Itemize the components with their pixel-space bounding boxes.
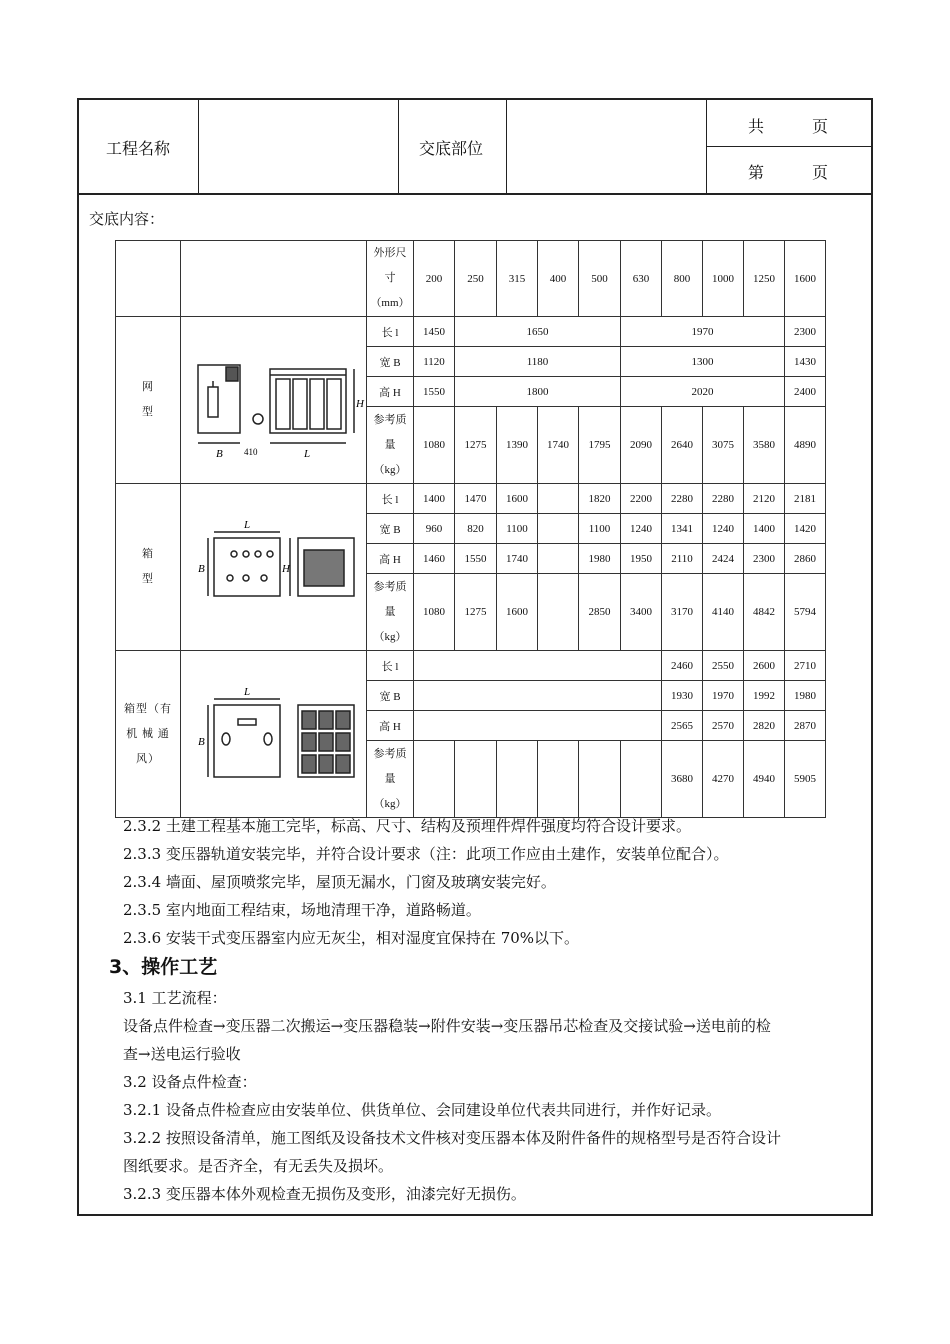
dimension-value: 2710 [785,651,826,681]
mass-value: 1275 [455,407,497,484]
mass-value: 3170 [662,574,703,651]
dimension-value: 2550 [703,651,744,681]
handover-part-label: 交底部位 [419,139,484,158]
header-table [79,100,871,195]
net-type-transformer-figure [186,335,362,465]
dimension-value: 1430 [785,347,826,377]
dimension-value: 1970 [703,681,744,711]
dimension-value: 2870 [785,711,826,741]
dimension-value [414,651,662,681]
dimension-value: 1341 [662,514,703,544]
dimension-value: 1992 [744,681,785,711]
dimension-value [538,484,579,514]
dimension-label: 高 H [367,711,414,741]
mass-value [414,741,455,818]
capacity-header: 200 [414,241,455,317]
dimension-value: 1450 [414,317,455,347]
mass-value: 4890 [785,407,826,484]
dimension-value: 1800 [455,377,621,407]
paragraph: 2.3.4 墙面、屋顶喷浆完毕，屋顶无漏水，门窗及玻璃安装完好。 [123,873,556,891]
dimension-label: 宽 B [367,681,414,711]
content-label: 交底内容： [89,210,165,228]
dimension-value: 2280 [662,484,703,514]
dimension-value: 2570 [703,711,744,741]
figure-label-410: 410 [243,447,257,457]
paragraph: 2.3.5 室内地面工程结束，场地清理干净，道路畅道。 [123,901,481,919]
dimension-value: 1550 [414,377,455,407]
dimension-value: 2300 [744,544,785,574]
dimension-value: 1470 [455,484,497,514]
mass-value: 5905 [785,741,826,818]
mass-value: 4940 [744,741,785,818]
mass-value: 4270 [703,741,744,818]
mass-value: 1080 [414,574,455,651]
dimension-value: 2200 [621,484,662,514]
mass-value [538,574,579,651]
dimension-value: 1120 [414,347,455,377]
dimension-value: 1100 [579,514,621,544]
mass-value: 3075 [703,407,744,484]
dimension-value: 1930 [662,681,703,711]
mass-label-line: 参考质 [373,747,407,760]
page-number-label: 第 页 [748,163,829,182]
mass-value: 1275 [455,574,497,651]
table-row [116,241,826,317]
figure-label-h: H [355,398,364,410]
dimension-value: 2400 [785,377,826,407]
mass-label-line: 参考质 [373,580,407,593]
dimension-value: 2020 [621,377,785,407]
dimension-value: 1460 [414,544,455,574]
document-frame [77,98,873,1216]
table-row [116,651,826,681]
table-row [116,484,826,514]
section-title: 3、操作工艺 [109,956,218,978]
dimension-value: 2280 [703,484,744,514]
dimension-label: 宽 B [367,347,414,377]
figure-label-l: L [303,448,310,460]
paragraph: 2.3.2 土建工程基本施工完毕，标高、尺寸、结构及预埋件焊件强度均符合设计要求。 [123,817,691,835]
mass-value: 2090 [621,407,662,484]
mass-label-line: 量 [384,605,396,618]
dimension-value: 1980 [579,544,621,574]
dimension-value: 1100 [497,514,538,544]
paragraph: 2.3.6 安装干式变压器室内应无灰尘，相对湿度宜保持在 70%以下。 [123,929,580,947]
mass-value: 3400 [621,574,662,651]
dimension-value: 2120 [744,484,785,514]
dimension-value: 2110 [662,544,703,574]
dimension-value: 1240 [621,514,662,544]
dimension-value [538,544,579,574]
paragraph: 3.2.2 按照设备清单，施工图纸及设备技术文件核对变压器本体及附件备件的规格型号是否符合设计 [123,1129,781,1147]
type-label-line: 型 [142,573,154,585]
mass-value: 1600 [497,574,538,651]
mass-value [621,741,662,818]
dimension-value: 1980 [785,681,826,711]
paragraph: 3.1 工艺流程： [123,989,227,1007]
mass-value: 5794 [785,574,826,651]
mass-label-line: （kg） [373,463,407,476]
dimension-value: 1240 [703,514,744,544]
table-row [116,317,826,347]
paragraph: 图纸要求。是否齐全，有无丢失及损坏。 [123,1157,394,1175]
dimension-value: 1180 [455,347,621,377]
capacity-header: 1250 [744,241,785,317]
paragraph: 设备点件检查→变压器二次搬运→变压器稳装→附件安装→变压器吊芯检查及交接试验→送电前的检 [123,1017,771,1035]
capacity-header: 315 [497,241,538,317]
dimension-value: 960 [414,514,455,544]
dimension-label: 宽 B [367,514,414,544]
mass-label-line: 量 [384,772,396,785]
dimension-value: 1550 [455,544,497,574]
dimension-label: 长 l [367,317,414,347]
dimension-value: 1300 [621,347,785,377]
capacity-header: 500 [579,241,621,317]
mass-value: 3680 [662,741,703,818]
dimension-value: 2460 [662,651,703,681]
transformer-spec-table [115,240,826,818]
dimension-value: 1740 [497,544,538,574]
dimension-value: 2820 [744,711,785,741]
paragraph: 查→送电运行验收 [123,1045,241,1063]
dimension-header-line: （mm） [370,297,410,309]
figure-label-l: L [243,519,250,531]
dimension-value: 2181 [785,484,826,514]
type-label-line: 箱型（有 [124,702,172,715]
mass-value [455,741,497,818]
capacity-header: 1000 [703,241,744,317]
dimension-value: 1650 [455,317,621,347]
dimension-value: 820 [455,514,497,544]
dimension-value [414,681,662,711]
dimension-label: 高 H [367,377,414,407]
dimension-value: 1950 [621,544,662,574]
dimension-label: 长 l [367,651,414,681]
figure-label-l: L [243,686,250,698]
dimension-value [414,711,662,741]
capacity-header: 250 [455,241,497,317]
dimension-header-line: 外形尺 [373,247,407,259]
mass-label-line: 参考质 [373,413,407,426]
mass-value: 1795 [579,407,621,484]
paragraph: 3.2 设备点件检查： [123,1073,257,1091]
type-label-line: 箱 [142,548,154,560]
dimension-value: 1600 [497,484,538,514]
mass-value: 1080 [414,407,455,484]
mass-value [497,741,538,818]
dimension-value: 1400 [414,484,455,514]
box-type-transformer-figure [186,502,362,632]
paragraph: 2.3.3 变压器轨道安装完毕，并符合设计要求（注：此项工作应由土建作，安装单位配合）。 [123,845,729,863]
capacity-header: 400 [538,241,579,317]
type-label-line: 风） [136,752,160,765]
total-pages-label: 共 页 [748,117,829,136]
dimension-label: 长 l [367,484,414,514]
type-label-line: 机 械 通 [126,727,170,740]
capacity-header: 1600 [785,241,826,317]
ventilated-box-transformer-figure [186,669,362,799]
mass-value [579,741,621,818]
mass-value: 1390 [497,407,538,484]
project-name-label: 工程名称 [106,139,171,158]
operation-process-list [123,984,883,1208]
dimension-value: 1420 [785,514,826,544]
capacity-header: 630 [621,241,662,317]
preconditions-list [123,812,728,952]
dimension-value [538,514,579,544]
dimension-value: 2300 [785,317,826,347]
mass-label-line: 量 [384,438,396,451]
mass-value [538,741,579,818]
mass-value: 2850 [579,574,621,651]
capacity-header: 800 [662,241,703,317]
mass-value: 4842 [744,574,785,651]
dimension-header-line: 寸 [384,272,396,284]
figure-label-h: H [281,563,290,575]
paragraph: 3.2.3 变压器本体外观检查无损伤及变形，油漆完好无损伤。 [123,1185,526,1203]
dimension-value: 1820 [579,484,621,514]
dimension-value: 2860 [785,544,826,574]
figure-label-b: B [197,736,205,748]
dimension-value: 2600 [744,651,785,681]
dimension-value: 2565 [662,711,703,741]
type-label-line: 网 [142,381,154,393]
mass-value: 1740 [538,407,579,484]
mass-value: 4140 [703,574,744,651]
dimension-label: 高 H [367,544,414,574]
mass-value: 2640 [662,407,703,484]
figure-label-b: B [197,563,205,575]
mass-label-line: （kg） [373,630,407,643]
mass-label-line: （kg） [373,797,407,810]
dimension-value: 1400 [744,514,785,544]
paragraph: 3.2.1 设备点件检查应由安装单位、供货单位、会同建设单位代表共同进行，并作好记录。 [123,1101,721,1119]
dimension-value: 2424 [703,544,744,574]
type-label-line: 型 [142,406,154,418]
figure-label-b: B [215,448,223,460]
dimension-value: 1970 [621,317,785,347]
mass-value: 3580 [744,407,785,484]
